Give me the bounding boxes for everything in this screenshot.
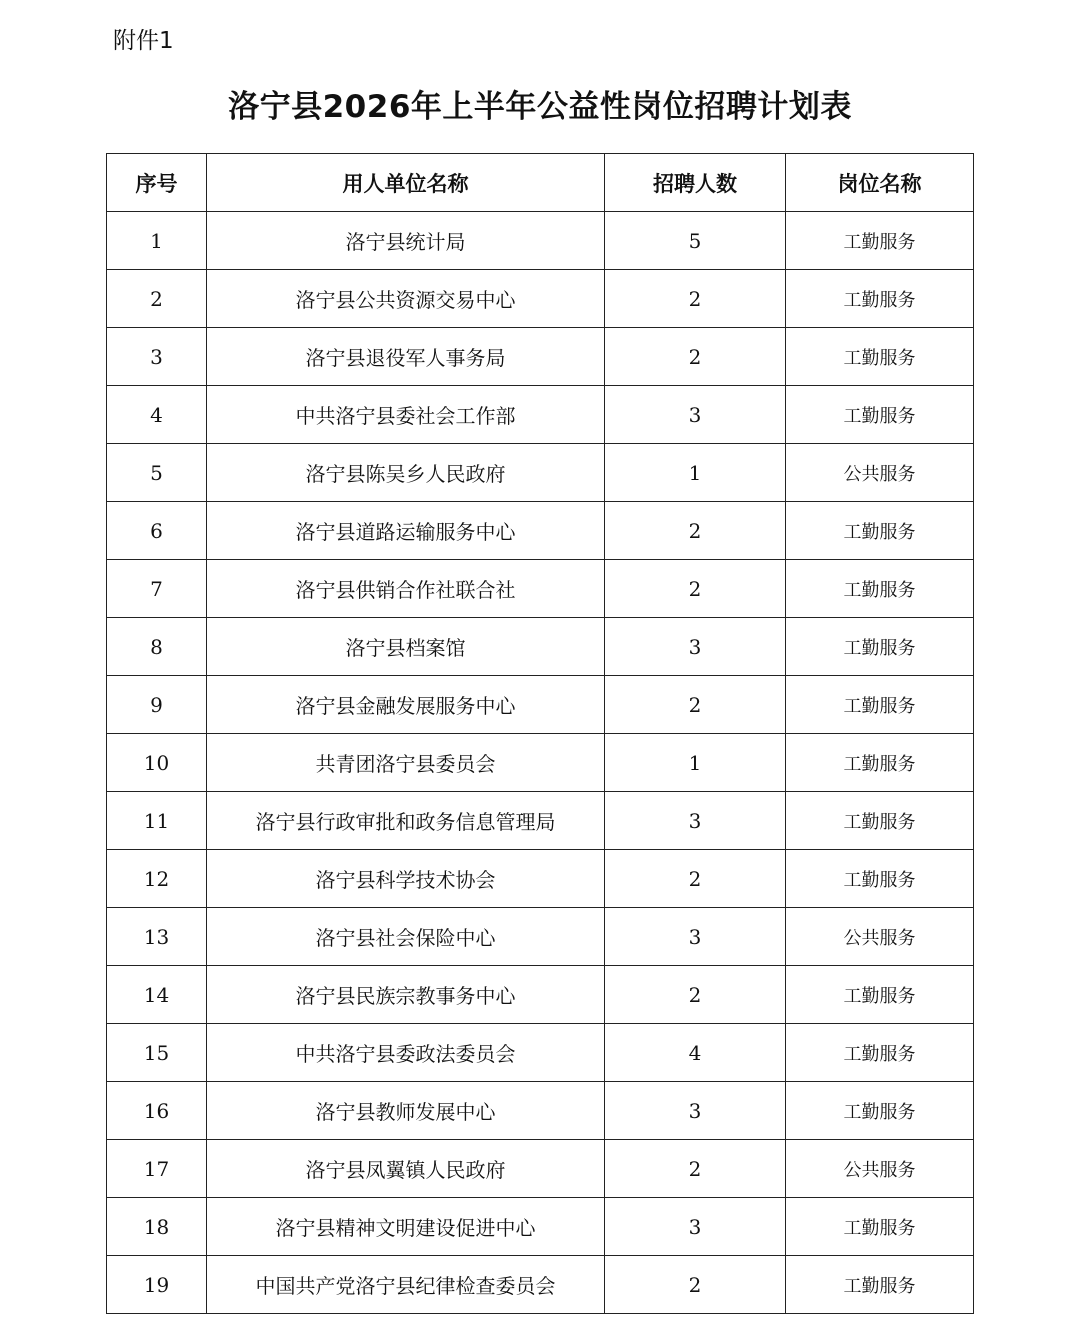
employer-name-cell: 洛宁县行政审批和政务信息管理局 xyxy=(207,792,605,850)
serial-number-cell: 2 xyxy=(107,270,207,328)
post-name-cell: 公共服务 xyxy=(786,908,974,966)
table-row xyxy=(107,966,974,1024)
serial-number-cell: 17 xyxy=(107,1140,207,1198)
recruit-count-cell: 3 xyxy=(605,1082,786,1140)
recruit-count-cell: 3 xyxy=(605,792,786,850)
post-name-cell: 工勤服务 xyxy=(786,502,974,560)
employer-name-cell: 共青团洛宁县委员会 xyxy=(207,734,605,792)
recruit-count-cell: 3 xyxy=(605,908,786,966)
employer-name-cell: 中共洛宁县委社会工作部 xyxy=(207,386,605,444)
table-row xyxy=(107,270,974,328)
employer-name-cell: 洛宁县公共资源交易中心 xyxy=(207,270,605,328)
recruit-count-cell: 2 xyxy=(605,966,786,1024)
recruit-count-cell: 3 xyxy=(605,618,786,676)
serial-number-cell: 19 xyxy=(107,1256,207,1314)
employer-name-cell: 中共洛宁县委政法委员会 xyxy=(207,1024,605,1082)
serial-number-cell: 9 xyxy=(107,676,207,734)
header-recruit-count: 招聘人数 xyxy=(605,154,786,212)
header-serial-number: 序号 xyxy=(107,154,207,212)
post-name-cell: 工勤服务 xyxy=(786,270,974,328)
table-body xyxy=(107,212,974,1314)
post-name-cell: 工勤服务 xyxy=(786,1024,974,1082)
table-row xyxy=(107,1024,974,1082)
recruit-count-cell: 5 xyxy=(605,212,786,270)
serial-number-cell: 12 xyxy=(107,850,207,908)
post-name-cell: 公共服务 xyxy=(786,1140,974,1198)
post-name-cell: 工勤服务 xyxy=(786,1198,974,1256)
serial-number-cell: 1 xyxy=(107,212,207,270)
post-name-cell: 工勤服务 xyxy=(786,560,974,618)
table-row xyxy=(107,1256,974,1314)
recruit-count-cell: 1 xyxy=(605,734,786,792)
recruit-count-cell: 2 xyxy=(605,270,786,328)
employer-name-cell: 洛宁县金融发展服务中心 xyxy=(207,676,605,734)
recruit-count-cell: 2 xyxy=(605,502,786,560)
table-row xyxy=(107,1082,974,1140)
table-row xyxy=(107,444,974,502)
recruitment-plan-table xyxy=(106,153,974,1314)
serial-number-cell: 16 xyxy=(107,1082,207,1140)
employer-name-cell: 洛宁县陈吴乡人民政府 xyxy=(207,444,605,502)
serial-number-cell: 4 xyxy=(107,386,207,444)
employer-name-cell: 洛宁县统计局 xyxy=(207,212,605,270)
employer-name-cell: 洛宁县退役军人事务局 xyxy=(207,328,605,386)
recruit-count-cell: 2 xyxy=(605,1140,786,1198)
table-row xyxy=(107,328,974,386)
header-row xyxy=(107,154,974,212)
recruit-count-cell: 4 xyxy=(605,1024,786,1082)
table-row xyxy=(107,1140,974,1198)
post-name-cell: 工勤服务 xyxy=(786,792,974,850)
recruit-count-cell: 2 xyxy=(605,676,786,734)
employer-name-cell: 洛宁县凤翼镇人民政府 xyxy=(207,1140,605,1198)
serial-number-cell: 8 xyxy=(107,618,207,676)
table-header xyxy=(107,154,974,212)
table-row xyxy=(107,908,974,966)
employer-name-cell: 洛宁县道路运输服务中心 xyxy=(207,502,605,560)
post-name-cell: 工勤服务 xyxy=(786,386,974,444)
serial-number-cell: 11 xyxy=(107,792,207,850)
recruit-count-cell: 1 xyxy=(605,444,786,502)
page-title: 洛宁县2026年上半年公益性岗位招聘计划表 xyxy=(228,89,852,125)
serial-number-cell: 6 xyxy=(107,502,207,560)
employer-name-cell: 洛宁县精神文明建设促进中心 xyxy=(207,1198,605,1256)
header-post-name: 岗位名称 xyxy=(786,154,974,212)
post-name-cell: 工勤服务 xyxy=(786,212,974,270)
table-row xyxy=(107,792,974,850)
employer-name-cell: 洛宁县供销合作社联合社 xyxy=(207,560,605,618)
serial-number-cell: 7 xyxy=(107,560,207,618)
serial-number-cell: 14 xyxy=(107,966,207,1024)
employer-name-cell: 洛宁县民族宗教事务中心 xyxy=(207,966,605,1024)
table-row xyxy=(107,560,974,618)
employer-name-cell: 洛宁县教师发展中心 xyxy=(207,1082,605,1140)
table-row xyxy=(107,502,974,560)
serial-number-cell: 15 xyxy=(107,1024,207,1082)
serial-number-cell: 5 xyxy=(107,444,207,502)
recruit-count-cell: 3 xyxy=(605,1198,786,1256)
recruit-count-cell: 2 xyxy=(605,850,786,908)
table-row xyxy=(107,734,974,792)
employer-name-cell: 洛宁县档案馆 xyxy=(207,618,605,676)
post-name-cell: 工勤服务 xyxy=(786,328,974,386)
serial-number-cell: 13 xyxy=(107,908,207,966)
table-row xyxy=(107,212,974,270)
employer-name-cell: 中国共产党洛宁县纪律检查委员会 xyxy=(207,1256,605,1314)
employer-name-cell: 洛宁县社会保险中心 xyxy=(207,908,605,966)
post-name-cell: 工勤服务 xyxy=(786,676,974,734)
serial-number-cell: 18 xyxy=(107,1198,207,1256)
employer-name-cell: 洛宁县科学技术协会 xyxy=(207,850,605,908)
post-name-cell: 工勤服务 xyxy=(786,1256,974,1314)
post-name-cell: 工勤服务 xyxy=(786,966,974,1024)
recruit-count-cell: 3 xyxy=(605,386,786,444)
post-name-cell: 公共服务 xyxy=(786,444,974,502)
recruit-count-cell: 2 xyxy=(605,1256,786,1314)
post-name-cell: 工勤服务 xyxy=(786,618,974,676)
serial-number-cell: 3 xyxy=(107,328,207,386)
post-name-cell: 工勤服务 xyxy=(786,734,974,792)
table-row xyxy=(107,386,974,444)
post-name-cell: 工勤服务 xyxy=(786,1082,974,1140)
table-row xyxy=(107,676,974,734)
table-row xyxy=(107,618,974,676)
post-name-cell: 工勤服务 xyxy=(786,850,974,908)
table-row xyxy=(107,1198,974,1256)
attachment-label: 附件1 xyxy=(113,28,174,54)
serial-number-cell: 10 xyxy=(107,734,207,792)
recruit-count-cell: 2 xyxy=(605,328,786,386)
recruit-count-cell: 2 xyxy=(605,560,786,618)
table-row xyxy=(107,850,974,908)
header-employer-name: 用人单位名称 xyxy=(207,154,605,212)
